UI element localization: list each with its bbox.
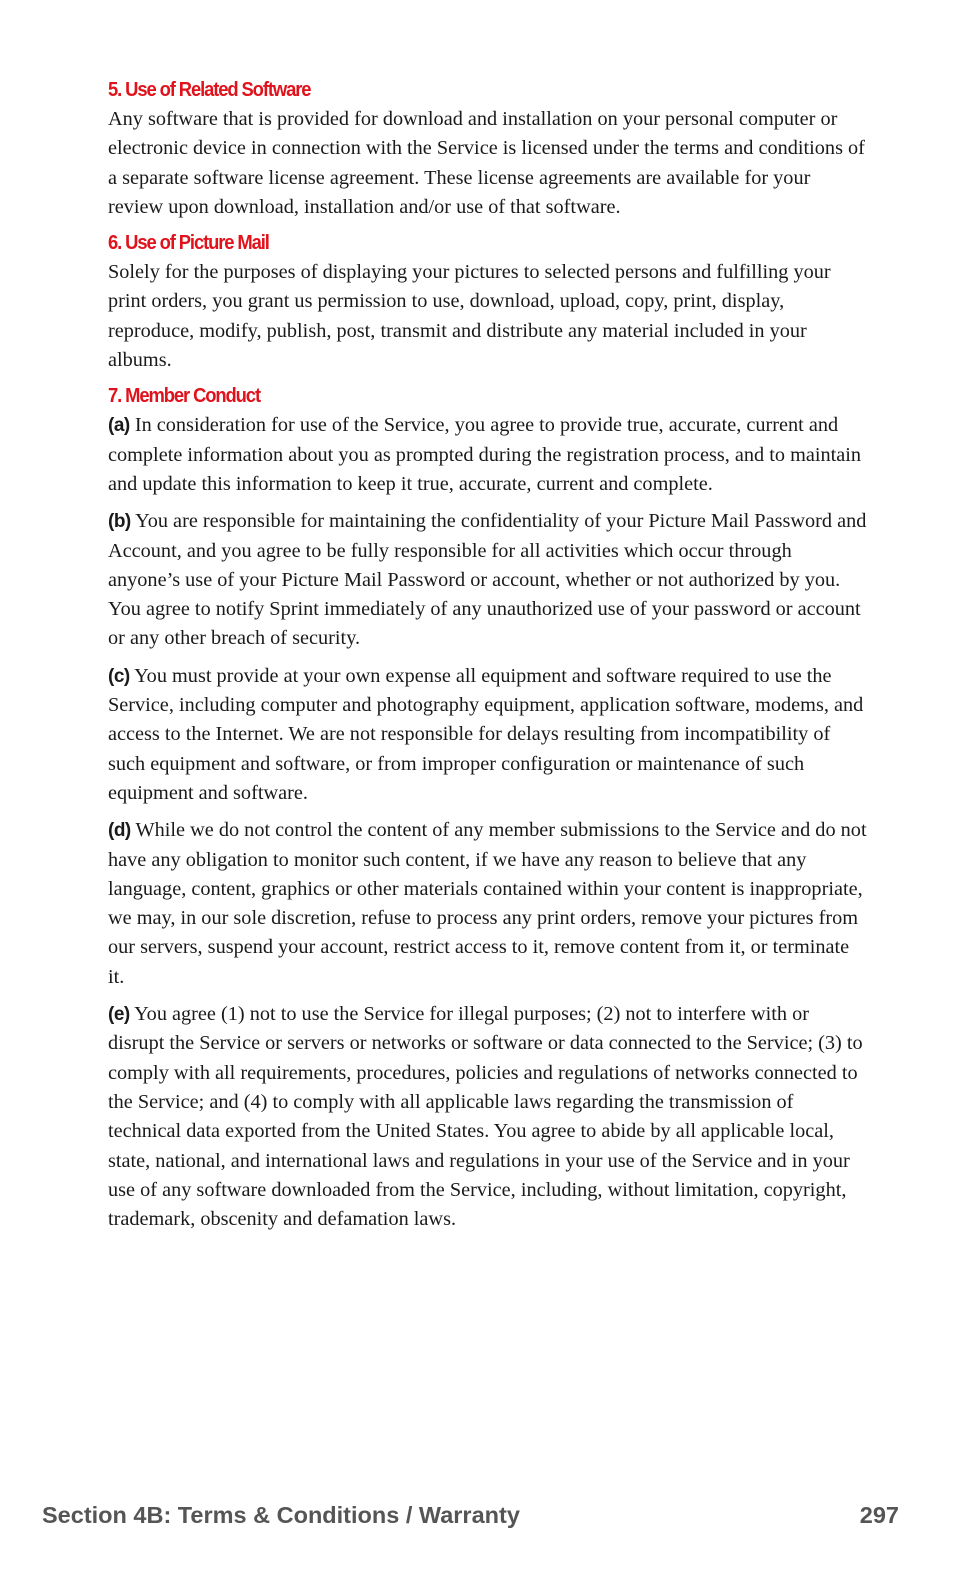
clause-text: In consideration for use of the Service, you agree to provide true, accurate, current and complete information about you as prompted during the registration process, and to maintain and update this information to keep it true, accurate, current and complete. <box>108 414 862 495</box>
clause-text: You are responsible for maintaining the confidentiality of your Picture Mail Password and Account, and you agree to be fully responsible for all activities which occur through anyone’s use of your Picture Mail Password or account, whether or not authorized by you. You agree to notify Sprint immediately of any unauthorized use of your password or account or any other breach of security. <box>108 510 867 650</box>
section-heading: 7. Member Conduct <box>108 385 260 408</box>
section-member-conduct <box>108 381 868 1234</box>
clause-label: (c) <box>108 665 130 687</box>
clause-e <box>108 1000 868 1234</box>
section-heading: 6. Use of Picture Mail <box>108 232 269 255</box>
clause-a <box>108 411 868 499</box>
page-content <box>108 75 868 1234</box>
section-body: Solely for the purposes of displaying your pictures to selected persons and fulfilling your print orders, you grant us permission to use, download, upload, copy, print, display, reproduce, modify, publish, post, transmit and distribute any material included in your albums. <box>108 261 831 372</box>
clause-c <box>108 662 868 808</box>
clause-text: You agree (1) not to use the Service for illegal purposes; (2) not to interfere with or disrupt the Service or servers or networks or software or data connected to the Service; (3) to comply with all requirements, procedures, policies and regulations of networks connected to the Service; and (4) to comply with all applicable laws regarding the transmission of technical data exported from the United States. You agree to abide by all applicable local, state, national, and international laws and regulations in your use of the Service and in your use of any software downloaded from the Service, including, without limitation, copyright, trademark, obscenity and defamation laws. <box>108 1003 863 1231</box>
footer-section-title: Section 4B: Terms & Conditions / Warranty <box>42 1502 520 1528</box>
clause-label: (d) <box>108 820 131 842</box>
clause-label: (a) <box>108 415 130 437</box>
section-related-software <box>108 75 868 222</box>
section-body: Any software that is provided for download and installation on your personal computer or electronic device in connection with the Service is licensed under the terms and conditions of a separate software license agreement. These license agreements are available for your review upon download, installation and/or use of that software. <box>108 108 865 218</box>
clause-label: (e) <box>108 1004 130 1026</box>
clause-d <box>108 816 868 992</box>
clause-b <box>108 507 868 653</box>
clause-text: You must provide at your own expense all equipment and software required to use the Service, including computer and photography equipment, application software, modems, and access to the Internet. We are not responsible for delays resulting from incompatibility of such equipment and software, or from improper configuration or maintenance of such equipment and software. <box>108 664 864 804</box>
clause-text: While we do not control the content of any member submissions to the Service and do not have any obligation to monitor such content, if we have any reason to believe that any language, content, graphics or other materials contained within your content is inappropriate, we may, in our sole discretion, refuse to process any print orders, remove your pictures from our servers, suspend your account, restrict access to it, remove content from it, or terminate it. <box>108 819 867 988</box>
page-number: 297 <box>859 1502 899 1528</box>
section-heading: 5. Use of Related Software <box>108 79 311 101</box>
page-footer <box>42 1502 899 1529</box>
clause-label: (b) <box>108 511 131 533</box>
section-picture-mail <box>108 228 868 375</box>
